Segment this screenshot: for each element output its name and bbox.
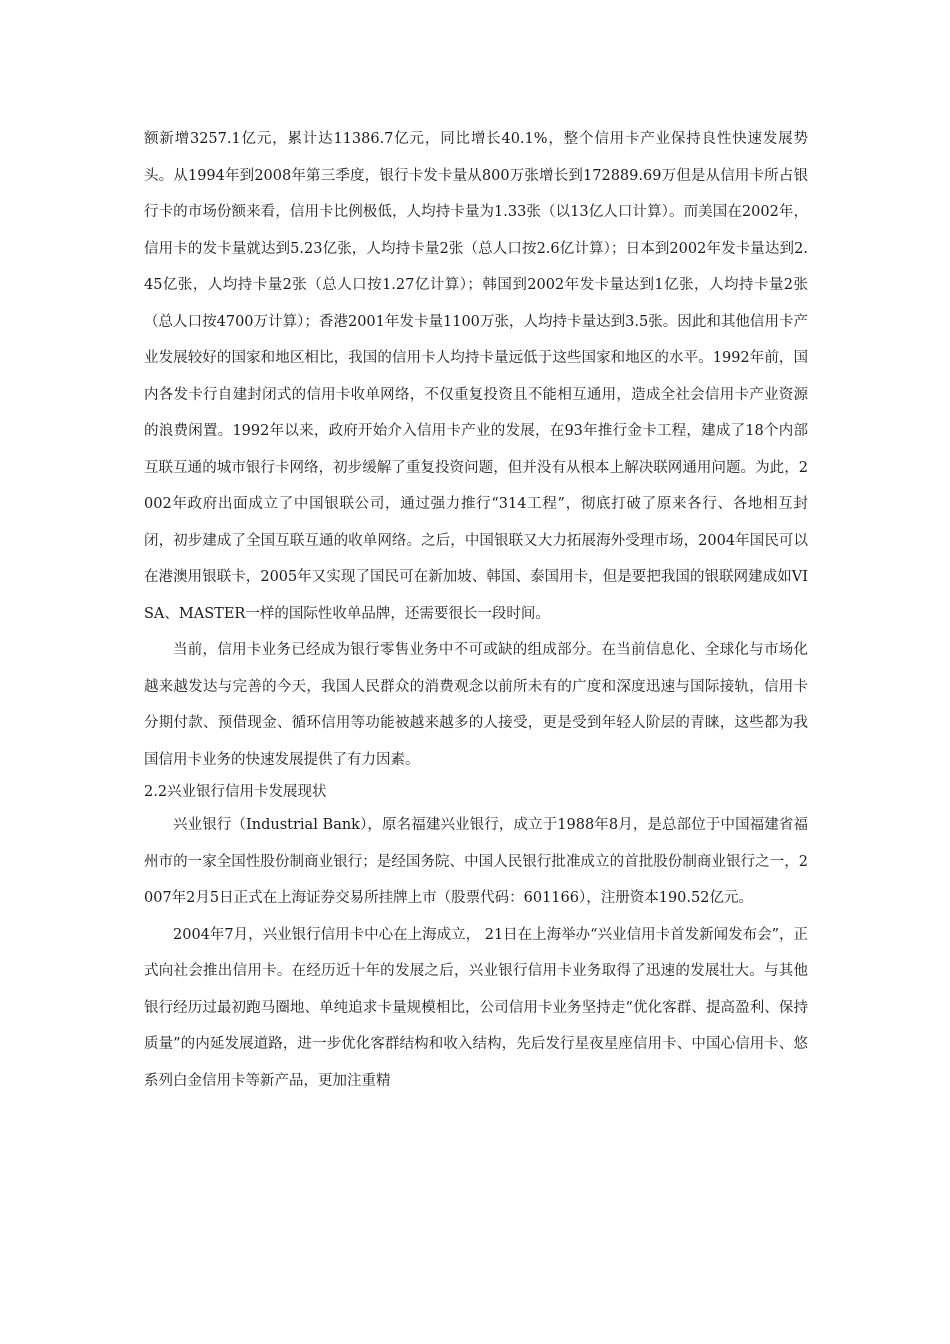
document-body [144,121,808,1099]
paragraph-credit-card-center: 2004年7月，兴业银行信用卡中心在上海成立， 21日在上海举办“兴业信用卡首发新闻发布会”，正式向社会推出信用卡。在经历近十年的发展之后，兴业银行信用卡业务取得了迅速的发展壮大。与其他银行经历过最初跑马圈地、单纯追求卡量规模相比，公司信用卡业务坚持走“优化客群、提高盈利、保持质量”的内延发展道路，进一步优化客群结构和收入结构，先后发行星夜星座信用卡、中国心信用卡、悠系列白金信用卡等新产品，更加注重精 [144,926,809,1089]
paragraph-industrial-bank-intro: 兴业银行（Industrial Bank），原名福建兴业银行，成立于1988年8月，是总部位于中国福建省福州市的一家全国性股份制商业银行；是经国务院、中国人民银行批准成立的首批股份制商业银行之一，2007年2月5日正式在上海证券交易所挂牌上市（股票代码：601166），注册资本190.52亿元。 [144,817,808,906]
paragraph-credit-card-history: 额新增3257.1亿元，累计达11386.7亿元，同比增长40.1%，整个信用卡产业保持良性快速发展势头。从1994年到2008年第三季度，银行卡发卡量从800万张增长到172889.69万但是从信用卡所占银行卡的市场份额来看，信用卡比例极低，人均持卡量为1.33张（以13亿人口计算）。而美国在2002年，信用卡的发卡量就达到5.23亿张，人均持卡量2张（总人口按2.6亿计算）；日本到2002年发卡量达到2.45亿张，人均持卡量2张（总人口按1.27亿计算）；韩国到2002年发卡量达到1亿张，人均持卡量2张（总人口按4700万计算）；香港2001年发卡量1100万张，人均持卡量达到3.5张。因此和其他信用卡产业发展较好的国家和地区相比，我国的信用卡人均持卡量远低于这些国家和地区的水平。1992年前，国内各发卡行自建封闭式的信用卡收单网络，不仅重复投资且不能相互通用，造成全社会信用卡产业资源的浪费闲置。1992年以来，政府开始介入信用卡产业的发展，在93年推行金卡工程，建成了18个内部互联互通的城市银行卡网络，初步缓解了重复投资问题，但并没有从根本上解决联网通用问题。为此，2002年政府出面成立了中国银联公司，通过强力推行“314工程”，彻底打破了原来各行、各地相互封闭，初步建成了全国互联互通的收单网络。之后，中国银联又大力拓展海外受理市场，2004年国民可以在港澳用银联卡，2005年又实现了国民可在新加坡、韩国、泰国用卡，但是要把我国的银联网建成如VISA、MASTER一样的国际性收单品牌，还需要很长一段时间。 [144,131,808,622]
section-heading: 2.2兴业银行信用卡发展现状 [144,784,327,800]
paragraph-current-status: 当前，信用卡业务已经成为银行零售业务中不可或缺的组成部分。在当前信息化、全球化与市场化越来越发达与完善的今天，我国人民群众的消费观念以前所未有的广度和深度迅速与国际接轨，信用卡分期付款、预借现金、循环信用等功能被越来越多的人接受，更是受到年轻人阶层的青睐，这些都为我国信用卡业务的快速发展提供了有力因素。 [144,642,808,768]
